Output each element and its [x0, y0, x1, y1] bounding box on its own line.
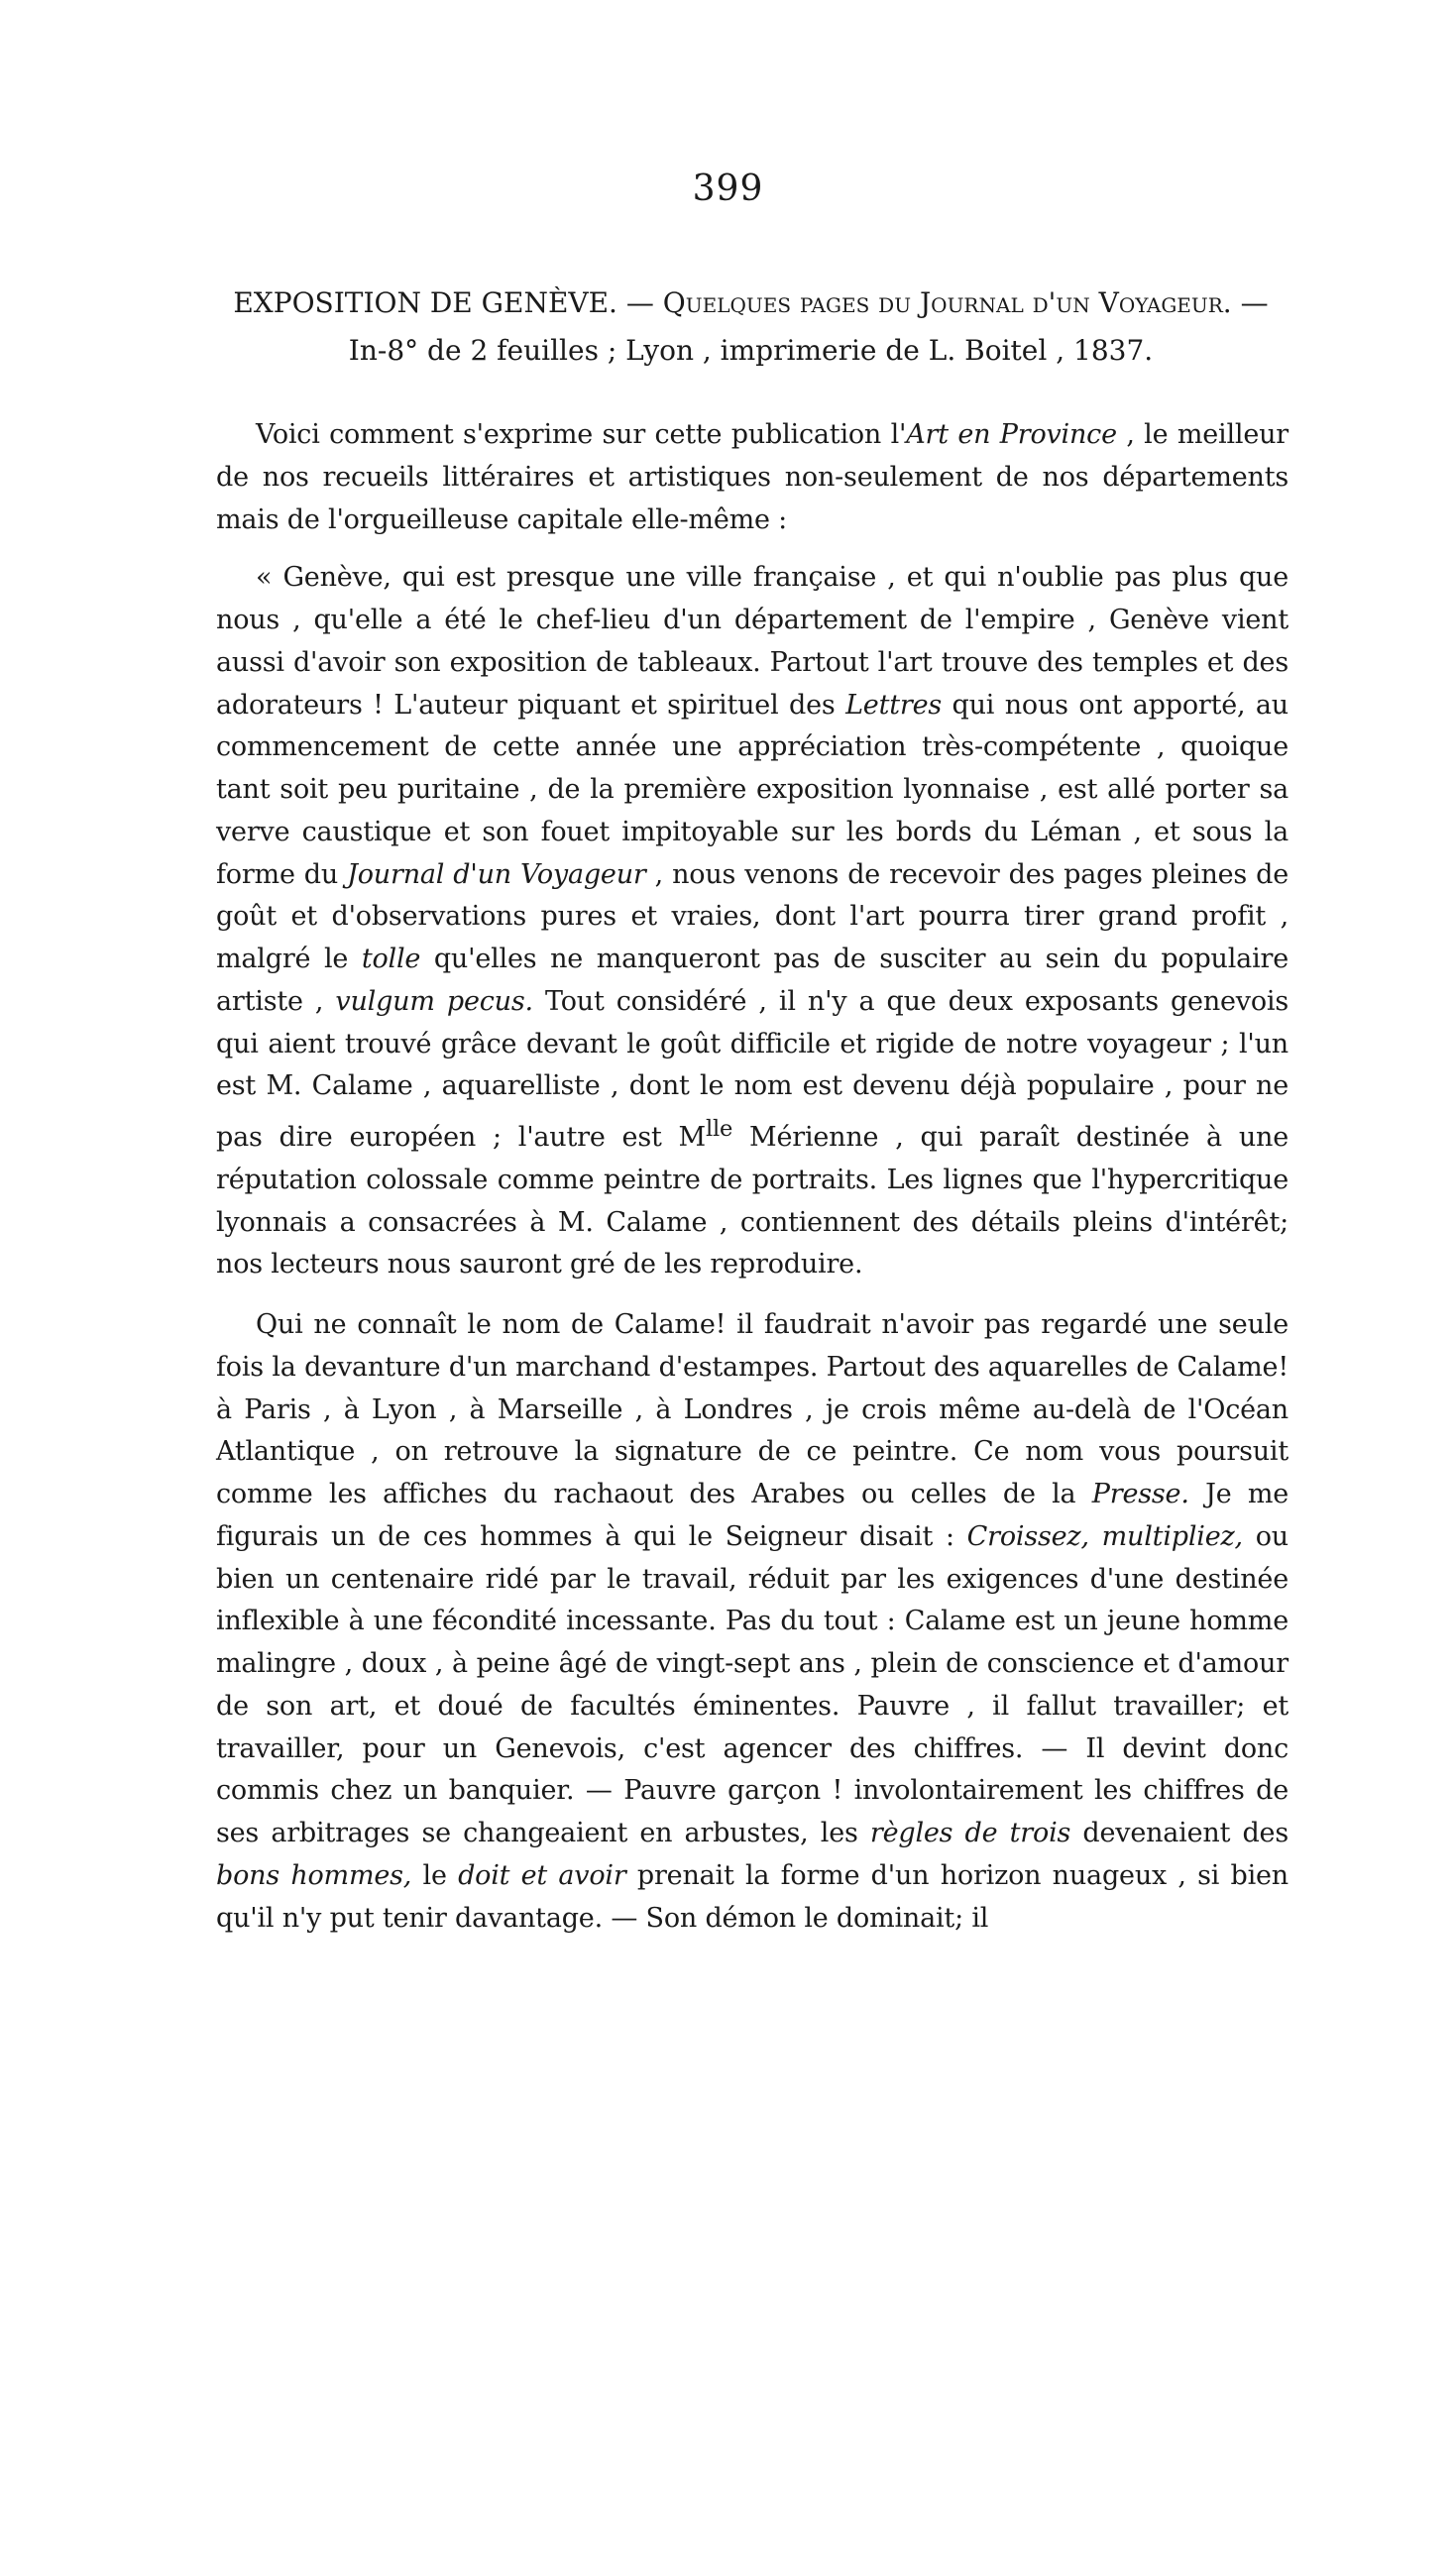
heading-line-1: EXPOSITION DE GENÈVE. — Quelques pages du Journal d'un Voyageur. — [233, 286, 1269, 319]
heading-bibliography: In-8° de 2 feuilles ; Lyon , imprimerie de L. Boitel , 1837. [348, 334, 1154, 367]
heading-title: EXPOSITION DE GENÈVE. [233, 286, 617, 319]
heading-subtitle: Quelques pages du Journal d'un Voyageur. [662, 286, 1232, 319]
page-number: 399 [692, 168, 764, 209]
article-body [216, 414, 1288, 1940]
quote-paragraph-2: Qui ne connaît le nom de Calame! il faudrait n'avoir pas regardé une seule fois la devanture d'un marchand d'estampes. Partout des aquarelles de Calame! à Paris , à Lyon , à Marseille , à Londres , je crois même au-delà de l'Océan Atlantique , on retrouve la signature de ce peintre. Ce nom vous poursuit comme les affiches du rachaout des Arabes ou celles de la Presse. Je me figurais un de ces hommes à qui le Seigneur disait : Croissez, multipliez, ou bien un centenaire ridé par le travail, réduit par les exigences d'une destinée inflexible à une fécondité incessante. Pas du tout : Calame est un jeune homme malingre , doux , à peine âgé de vingt-sept ans , plein de conscience et d'amour de son art, et doué de facultés éminentes. Pauvre , il fallut travailler; et travailler, pour un Genevois, c'est agencer des chiffres. — Il devint donc commis chez un banquier. — Pauvre garçon ! involontairement les chiffres de ses arbitrages se changeaient en arbustes, les règles de trois devenaient des bons hommes, le doit et avoir prenait la forme d'un horizon nuageux , si bien qu'il n'y put tenir davantage. — Son démon le dominait; il [216, 1309, 1288, 1934]
article-heading [213, 279, 1288, 375]
journal-title: Art en Province [906, 419, 1117, 450]
intro-paragraph: Voici comment s'exprime sur cette publication l'Art en Province , le meilleur de nos recueils littéraires et artistiques non-seulement de nos départements mais de l'orgueilleuse capitale elle-même : [216, 419, 1289, 535]
quote-paragraph-1: « Genève, qui est presque une ville française , et qui n'oublie pas plus que nous , qu'elle a été le chef-lieu d'un département de l'empire , Genève vient aussi d'avoir son exposition de tableaux. Partout l'art trouve des temples et des adorateurs ! L'auteur piquant et spirituel des Lettres qui nous ont apporté, au commencement de cette année une appréciation très-compétente , quoique tant soit peu puritaine , de la première exposition lyonnaise , est allé porter sa verve caustique et son fouet impitoyable sur les bords du Léman , et sous la forme du Journal d'un Voyageur , nous venons de recevoir des pages pleines de goût et d'observations pures et vraies, dont l'art pourra tirer grand profit , malgré le tolle qu'elles ne manqueront pas de susciter au sein du populaire artiste , vulgum pecus. Tout considéré , il n'y a que deux exposants genevois qui aient trouvé grâce devant le goût difficile et rigide de notre voyageur ; l'un est M. Calame , aquarelliste , dont le nom est devenu déjà populaire , pour ne pas dire européen ; l'autre est $M^{lle}$ Mérienne , qui paraît destinée à une réputation colossale comme peintre de portraits. Les lignes que l'hypercritique lyonnais a consacrées à M. Calame , contiennent des détails pleins d'intérêt; nos lecteurs nous sauront gré de les reproduire. [216, 562, 1289, 1281]
